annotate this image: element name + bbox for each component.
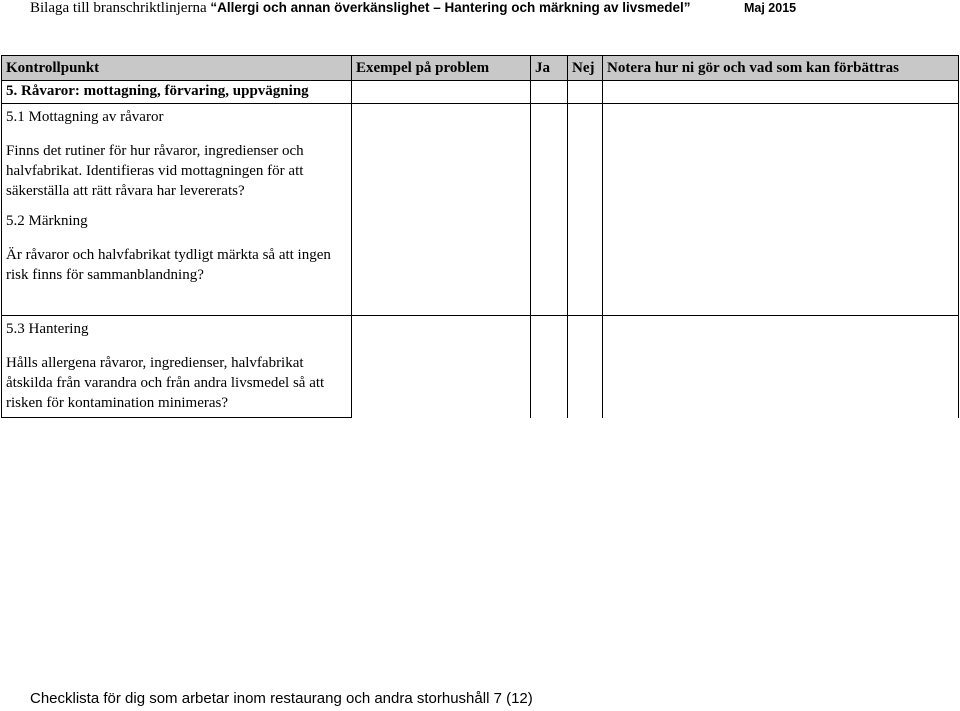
table-header-row xyxy=(2,56,959,81)
column-header-notera: Notera hur ni gör och vad som kan förbättras xyxy=(603,56,959,81)
checklist-table xyxy=(1,55,959,418)
blank-cell xyxy=(568,316,603,418)
table-row xyxy=(2,104,959,316)
checkpoint-item xyxy=(6,104,347,209)
ja-cell[interactable] xyxy=(531,104,568,316)
table-row xyxy=(2,316,959,418)
blank-cell xyxy=(531,316,568,418)
column-header-ja: Ja xyxy=(531,56,568,81)
column-header-exempel: Exempel på problem xyxy=(352,56,531,81)
ja-cell[interactable] xyxy=(531,81,568,104)
nej-cell[interactable] xyxy=(568,104,603,316)
nej-cell[interactable] xyxy=(568,81,603,104)
item-question: Finns det rutiner för hur råvaror, ingredienser och halvfabrikat. Identifieras vid mottagningen för att säkerställa att rätt råvara har levererats? xyxy=(6,143,304,199)
blank-cell xyxy=(603,316,959,418)
header-title: “Allergi och annan överkänslighet – Hantering och märkning av livsmedel” xyxy=(210,0,691,15)
page-header xyxy=(30,0,930,16)
spacer xyxy=(6,293,347,315)
item-question: Hålls allergena råvaror, ingredienser, halvfabrikat åtskilda från varandra och från andra livsmedel så att risken för kontamination minimeras? xyxy=(6,355,325,411)
example-cell[interactable] xyxy=(352,104,531,316)
item-question: Är råvaror och halvfabrikat tydligt märkta så att ingen risk finns för sammanblandning? xyxy=(6,247,331,283)
checkpoint-item xyxy=(6,209,347,293)
footer-page-number: 7 (12) xyxy=(493,690,533,707)
footer-text: Checklista för dig som arbetar inom restaurang och andra storhushåll xyxy=(30,690,490,707)
item-heading: 5.1 Mottagning av råvaror xyxy=(6,109,164,125)
example-cell[interactable] xyxy=(352,81,531,104)
checkpoint-item xyxy=(6,316,347,417)
section-title: 5. Råvaror: mottagning, förvaring, uppvägning xyxy=(2,81,352,104)
checkpoint-cell xyxy=(2,104,352,316)
checkpoint-cell xyxy=(2,316,352,418)
header-lead: Bilaga till branschriktlinjerna xyxy=(30,0,207,16)
column-header-nej: Nej xyxy=(568,56,603,81)
page-footer xyxy=(30,690,533,707)
item-heading: 5.3 Hantering xyxy=(6,321,89,337)
notes-cell[interactable] xyxy=(603,81,959,104)
header-date: Maj 2015 xyxy=(744,1,797,15)
item-heading: 5.2 Märkning xyxy=(6,213,88,229)
notes-cell[interactable] xyxy=(603,104,959,316)
section-row xyxy=(2,81,959,104)
column-header-kontrollpunkt: Kontrollpunkt xyxy=(2,56,352,81)
blank-cell xyxy=(352,316,531,418)
